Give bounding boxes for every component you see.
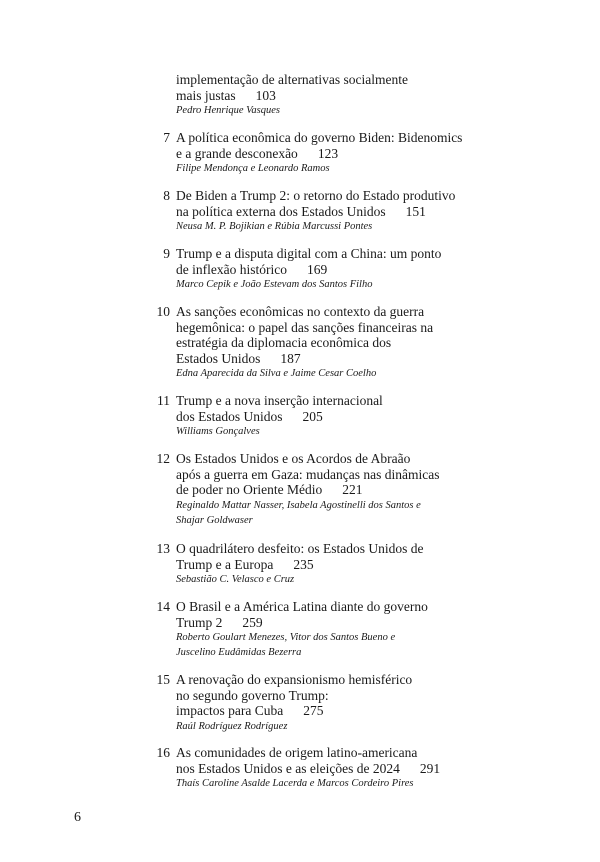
chapter-author: Marco Cepik e João Estevam dos Santos Filho — [176, 279, 373, 290]
toc-entry — [150, 541, 470, 587]
chapter-number: 9 — [163, 246, 170, 261]
chapter-number: 12 — [156, 451, 170, 466]
chapter-number: 10 — [156, 304, 170, 319]
toc-entry — [150, 451, 470, 528]
chapter-number: 13 — [156, 541, 170, 556]
chapter-author: Raúl Rodríguez Rodríguez — [176, 720, 288, 732]
chapter-title: Trump e a nova inserção internacional dos Estados Unidos 205 — [176, 393, 383, 424]
page-number: 291 — [419, 760, 441, 776]
chapter-title: As sanções econômicas no contexto da guerra hegemônica: o papel das sanções financeiras na estratégia da diplomacia econômica dos Estados Unidos 187 — [176, 304, 434, 366]
toc-entry — [150, 304, 470, 381]
page-number: 221 — [342, 482, 363, 497]
toc-entry — [150, 745, 470, 791]
chapter-number: 14 — [156, 599, 170, 614]
page-number: 123 — [317, 145, 339, 161]
chapter-author: Williams Gonçalves — [176, 426, 260, 437]
chapter-author: Filipe Mendonça e Leonardo Ramos — [176, 163, 330, 174]
chapter-title: O quadrilátero desfeito: os Estados Unidos de Trump e a Europa 235 — [176, 541, 424, 572]
page-number: 187 — [280, 350, 301, 366]
toc-entry — [150, 599, 470, 660]
chapter-title: A renovação do expansionismo hemisférico no segundo governo Trump: impactos para Cuba 275 — [176, 672, 413, 718]
page-number: 169 — [306, 261, 328, 277]
page-folio: 6 — [74, 810, 81, 825]
chapter-author: Roberto Goulart Menezes, Vitor dos Santos Bueno e Juscelino Eudâmidas Bezerra — [176, 632, 396, 658]
toc-entry — [150, 188, 470, 234]
toc-entry — [150, 246, 470, 292]
chapter-author: Neusa M. P. Bojikian e Rúbia Marcussi Pontes — [176, 221, 373, 232]
chapter-number: 7 — [163, 130, 170, 145]
chapter-number: 15 — [156, 672, 170, 687]
chapter-title: Trump e a disputa digital com a China: um ponto de inflexão histórico 169 — [176, 246, 442, 277]
page-number: 151 — [405, 203, 426, 219]
toc-entry — [150, 72, 470, 118]
chapter-title: As comunidades de origem latino-americana nos Estados Unidos e as eleições de 2024 291 — [176, 745, 441, 776]
chapter-author: Sebastião C. Velasco e Cruz — [176, 574, 295, 585]
chapter-number: 11 — [157, 393, 170, 408]
toc-entry — [150, 130, 470, 176]
toc-entry — [150, 393, 470, 439]
chapter-author: Pedro Henrique Vasques — [176, 105, 281, 116]
toc-entry — [150, 672, 470, 734]
chapter-number: 8 — [163, 188, 170, 203]
chapter-number: 16 — [156, 745, 170, 760]
chapter-author: Thaís Caroline Asalde Lacerda e Marcos Cordeiro Pires — [176, 778, 414, 789]
page-number: 103 — [255, 87, 276, 103]
chapter-author: Edna Aparecida da Silva e Jaime Cesar Coelho — [176, 368, 377, 379]
page-number: 205 — [302, 408, 323, 424]
chapter-title: O Brasil e a América Latina diante do governo Trump 2 259 — [176, 599, 428, 630]
chapter-author: Reginaldo Mattar Nasser, Isabela Agostinelli dos Santos e Shajar Goldwaser — [176, 499, 421, 526]
page-number: 259 — [242, 614, 263, 630]
chapter-title: Os Estados Unidos e os Acordos de Abraão após a guerra em Gaza: mudanças nas dinâmicas de poder no Oriente Médio 221 — [176, 451, 440, 497]
chapter-title: De Biden a Trump 2: o retorno do Estado produtivo na política externa dos Estados Unidos 151 — [176, 188, 456, 219]
page-number: 275 — [303, 703, 324, 718]
chapter-title: implementação de alternativas socialmente mais justas 103 — [176, 72, 409, 103]
chapter-title: A política econômica do governo Biden: Bidenomics e a grande desconexão 123 — [176, 130, 463, 161]
page-number: 235 — [293, 556, 314, 572]
